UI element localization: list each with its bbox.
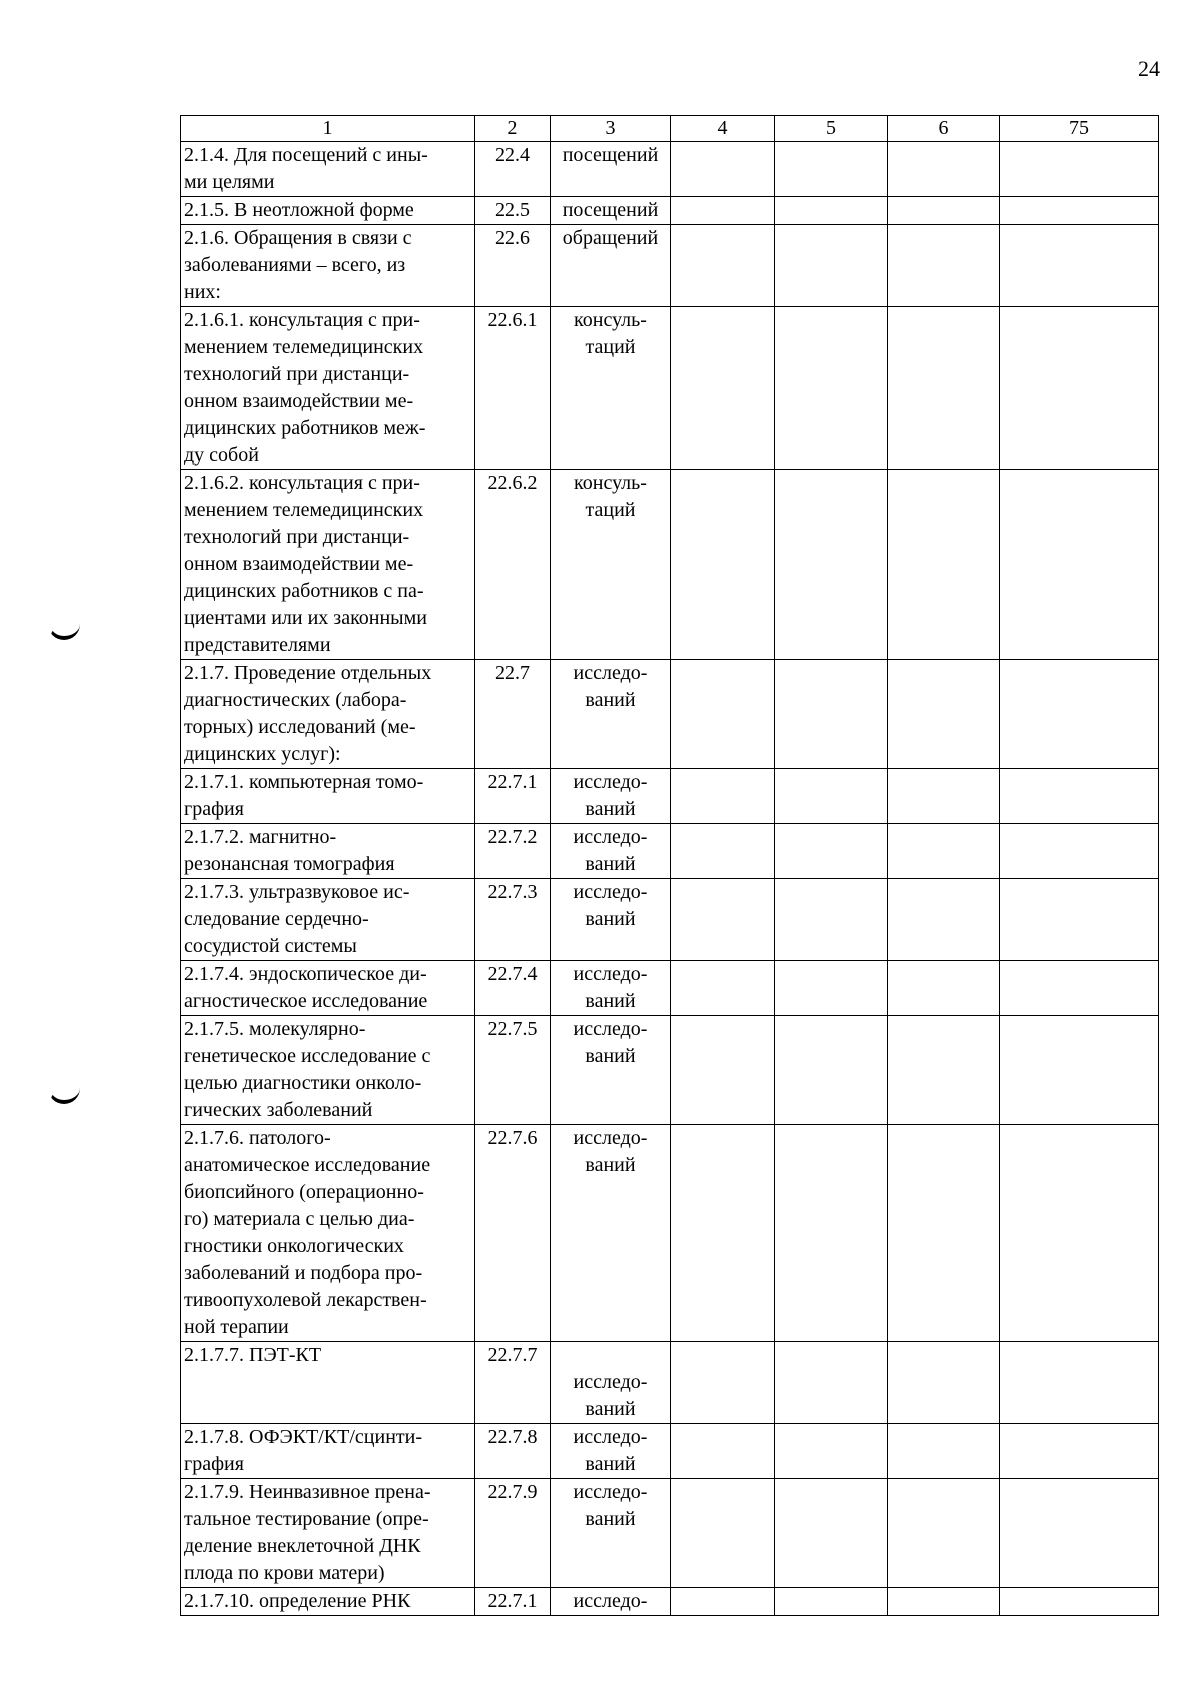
line-code-cell-text: 22.7.7 (487, 1344, 538, 1366)
line-code-cell-text: 22.7.2 (487, 826, 538, 848)
line-code-cell (475, 1424, 551, 1479)
value-cell (1000, 1479, 1159, 1588)
line-code-cell (475, 824, 551, 879)
indicator-name-cell-text: 2.1.6.1. консультация с при- менением телемедицинских технологий при дистанци- онном взаимодействии ме- дицинских работников меж- ду собой (184, 309, 426, 466)
indicator-name-cell (181, 961, 475, 1016)
value-cell (888, 1588, 1000, 1616)
table-row (181, 470, 1159, 660)
value-cell (775, 1016, 888, 1125)
indicator-name-cell-text: 2.1.6. Обращения в связи с заболеваниями – всего, из них: (184, 227, 412, 303)
value-cell (671, 1588, 775, 1616)
line-code-cell-text: 22.7.1 (487, 771, 538, 793)
line-code-cell (475, 961, 551, 1016)
line-code-cell (475, 1588, 551, 1616)
indicator-name-cell (181, 225, 475, 307)
value-cell (775, 1479, 888, 1588)
line-code-cell-text: 22.7.6 (487, 1127, 538, 1149)
value-cell (1000, 142, 1159, 197)
unit-cell-text: обращений (562, 227, 659, 249)
unit-cell (551, 307, 671, 470)
indicator-name-cell (181, 1342, 475, 1424)
unit-cell-text: исследо- ваний (573, 771, 648, 820)
line-code-cell-text: 22.7.3 (487, 881, 538, 903)
column-header: 6 (888, 116, 1000, 142)
table-row (181, 961, 1159, 1016)
line-code-cell (475, 660, 551, 769)
value-cell (1000, 1588, 1159, 1616)
table-row (181, 1588, 1159, 1616)
unit-cell (551, 197, 671, 225)
indicator-name-cell (181, 660, 475, 769)
value-cell (888, 197, 1000, 225)
indicator-name-cell-text: 2.1.7.10. определение РНК (184, 1590, 411, 1612)
indicator-name-cell-text: 2.1.5. В неотложной форме (184, 199, 414, 221)
unit-cell-text: консуль- таций (574, 472, 647, 521)
indicator-name-cell-text: 2.1.7.1. компьютерная томо- графия (184, 771, 424, 820)
table-row (181, 197, 1159, 225)
line-code-cell (475, 470, 551, 660)
indicator-name-cell (181, 1479, 475, 1588)
value-cell (888, 769, 1000, 824)
line-code-cell-text: 22.6.1 (487, 309, 538, 331)
line-code-cell (475, 1125, 551, 1342)
indicator-name-cell (181, 142, 475, 197)
column-header: 2 (475, 116, 551, 142)
value-cell (775, 307, 888, 470)
value-cell (888, 470, 1000, 660)
unit-cell (551, 225, 671, 307)
table-row (181, 1125, 1159, 1342)
value-cell (1000, 961, 1159, 1016)
table-row (181, 824, 1159, 879)
indicator-name-cell-text: 2.1.7.5. молекулярно- генетическое исследование с целью диагностики онколо- гических заболеваний (184, 1018, 431, 1121)
column-header: 5 (775, 116, 888, 142)
value-cell (671, 142, 775, 197)
value-cell (671, 1424, 775, 1479)
value-cell (671, 660, 775, 769)
line-code-cell-text: 22.7.4 (487, 963, 538, 985)
indicator-name-cell-text: 2.1.7.7. ПЭТ-КТ (184, 1344, 322, 1366)
unit-cell-text: посещений (562, 199, 659, 221)
indicator-name-cell-text: 2.1.6.2. консультация с при- менением телемедицинских технологий при дистанци- онном взаимодействии ме- дицинских работников с па- циентами или их законными представителями (184, 472, 427, 656)
value-cell (888, 1016, 1000, 1125)
unit-cell-text: исследо- ваний (573, 1371, 648, 1420)
value-cell (1000, 879, 1159, 961)
table-row (181, 1342, 1159, 1424)
indicator-name-cell-text: 2.1.4. Для посещений с ины- ми целями (184, 144, 428, 193)
indicator-name-cell-text: 2.1.7. Проведение отдельных диагностических (лабора- торных) исследований (ме- дицинских услуг): (184, 662, 432, 765)
line-code-cell-text: 22.7 (495, 662, 530, 684)
line-code-cell (475, 1016, 551, 1125)
unit-cell (551, 1479, 671, 1588)
value-cell (671, 1125, 775, 1342)
value-cell (775, 142, 888, 197)
table-row (181, 307, 1159, 470)
value-cell (888, 1479, 1000, 1588)
value-cell (671, 225, 775, 307)
unit-cell (551, 769, 671, 824)
value-cell (775, 1125, 888, 1342)
value-cell (888, 1125, 1000, 1342)
unit-cell-text: исследо- ваний (573, 662, 648, 711)
unit-cell-text: исследо- (573, 1590, 648, 1612)
unit-cell-text: посещений (562, 144, 659, 166)
indicator-name-cell (181, 769, 475, 824)
indicator-name-cell-text: 2.1.7.4. эндоскопическое ди- агностическое исследование (184, 963, 428, 1012)
table-row (181, 769, 1159, 824)
value-cell (1000, 1016, 1159, 1125)
value-cell (671, 824, 775, 879)
unit-cell-text: исследо- ваний (573, 1018, 648, 1067)
binding-hole-mark (48, 622, 80, 640)
value-cell (671, 769, 775, 824)
value-cell (775, 660, 888, 769)
table-row (181, 660, 1159, 769)
value-cell (671, 961, 775, 1016)
value-cell (888, 660, 1000, 769)
indicator-name-cell-text: 2.1.7.8. ОФЭКТ/КТ/сцинти- графия (184, 1426, 423, 1475)
indicator-name-cell (181, 824, 475, 879)
indicator-name-cell-text: 2.1.7.6. патолого- анатомическое исследование биопсийного (операционно- го) материала с целью диа- гностики онкологических заболеваний и подбора про- тивоопухолевой лекарствен- ной терапии (184, 1127, 431, 1338)
line-code-cell-text: 22.7.1 (487, 1590, 538, 1612)
indicator-name-cell (181, 470, 475, 660)
line-code-cell (475, 1479, 551, 1588)
unit-cell (551, 1588, 671, 1616)
value-cell (671, 1016, 775, 1125)
unit-cell-text: исследо- ваний (573, 1127, 648, 1176)
value-cell (775, 879, 888, 961)
value-cell (888, 142, 1000, 197)
unit-cell-text: исследо- ваний (573, 881, 648, 930)
value-cell (671, 1479, 775, 1588)
unit-cell-text: исследо- ваний (573, 1426, 648, 1475)
column-header: 3 (551, 116, 671, 142)
statistics-table (180, 115, 1159, 1616)
line-code-cell-text: 22.7.5 (487, 1018, 538, 1040)
value-cell (888, 1424, 1000, 1479)
value-cell (1000, 307, 1159, 470)
unit-cell (551, 1125, 671, 1342)
table-header-row (181, 116, 1159, 142)
value-cell (671, 197, 775, 225)
value-cell (888, 225, 1000, 307)
line-code-cell (475, 225, 551, 307)
value-cell (671, 307, 775, 470)
value-cell (1000, 470, 1159, 660)
line-code-cell-text: 22.5 (495, 199, 530, 221)
table-row (181, 879, 1159, 961)
indicator-name-cell (181, 197, 475, 225)
indicator-name-cell (181, 879, 475, 961)
line-code-cell (475, 307, 551, 470)
value-cell (1000, 225, 1159, 307)
value-cell (888, 879, 1000, 961)
line-code-cell-text: 22.6 (495, 227, 530, 249)
line-code-cell-text: 22.6.2 (487, 472, 538, 494)
table-row (181, 142, 1159, 197)
value-cell (775, 769, 888, 824)
value-cell (775, 470, 888, 660)
column-header: 1 (181, 116, 475, 142)
unit-cell (551, 1342, 671, 1424)
binding-hole-mark (48, 1086, 80, 1104)
table-row (181, 1479, 1159, 1588)
unit-cell (551, 142, 671, 197)
indicator-name-cell (181, 1424, 475, 1479)
unit-cell (551, 1016, 671, 1125)
line-code-cell (475, 142, 551, 197)
indicator-name-cell (181, 1125, 475, 1342)
value-cell (775, 1424, 888, 1479)
indicator-name-cell (181, 307, 475, 470)
unit-cell-text: исследо- ваний (573, 963, 648, 1012)
line-code-cell-text: 22.4 (495, 144, 530, 166)
value-cell (888, 307, 1000, 470)
value-cell (1000, 1125, 1159, 1342)
table-row (181, 1016, 1159, 1125)
value-cell (671, 879, 775, 961)
line-code-cell-text: 22.7.8 (487, 1426, 538, 1448)
value-cell (1000, 1342, 1159, 1424)
value-cell (888, 824, 1000, 879)
value-cell (775, 197, 888, 225)
line-code-cell (475, 769, 551, 824)
value-cell (888, 961, 1000, 1016)
value-cell (1000, 769, 1159, 824)
unit-cell (551, 824, 671, 879)
value-cell (1000, 824, 1159, 879)
table-row (181, 1424, 1159, 1479)
unit-cell (551, 961, 671, 1016)
indicator-name-cell-text: 2.1.7.9. Неинвазивное прена- тальное тестирование (опре- деление внеклеточной ДНК плода по крови матери) (184, 1481, 431, 1584)
value-cell (671, 470, 775, 660)
unit-cell (551, 470, 671, 660)
unit-cell (551, 1424, 671, 1479)
value-cell (775, 1588, 888, 1616)
line-code-cell (475, 197, 551, 225)
line-code-cell (475, 1342, 551, 1424)
indicator-name-cell (181, 1016, 475, 1125)
page-number: 24 (1138, 56, 1160, 81)
value-cell (1000, 197, 1159, 225)
unit-cell-text: исследо- ваний (573, 1481, 648, 1530)
value-cell (1000, 1424, 1159, 1479)
unit-cell (551, 879, 671, 961)
value-cell (671, 1342, 775, 1424)
indicator-name-cell-text: 2.1.7.3. ультразвуковое ис- следование сердечно- сосудистой системы (184, 881, 410, 957)
column-header: 75 (1000, 116, 1159, 142)
value-cell (775, 1342, 888, 1424)
unit-cell (551, 660, 671, 769)
column-header: 4 (671, 116, 775, 142)
value-cell (1000, 660, 1159, 769)
indicator-name-cell-text: 2.1.7.2. магнитно- резонансная томография (184, 826, 395, 875)
line-code-cell (475, 879, 551, 961)
value-cell (775, 961, 888, 1016)
table-row (181, 225, 1159, 307)
indicator-name-cell (181, 1588, 475, 1616)
line-code-cell-text: 22.7.9 (487, 1481, 538, 1503)
value-cell (775, 824, 888, 879)
unit-cell-text: исследо- ваний (573, 826, 648, 875)
value-cell (775, 225, 888, 307)
unit-cell-text: консуль- таций (574, 309, 647, 358)
value-cell (888, 1342, 1000, 1424)
